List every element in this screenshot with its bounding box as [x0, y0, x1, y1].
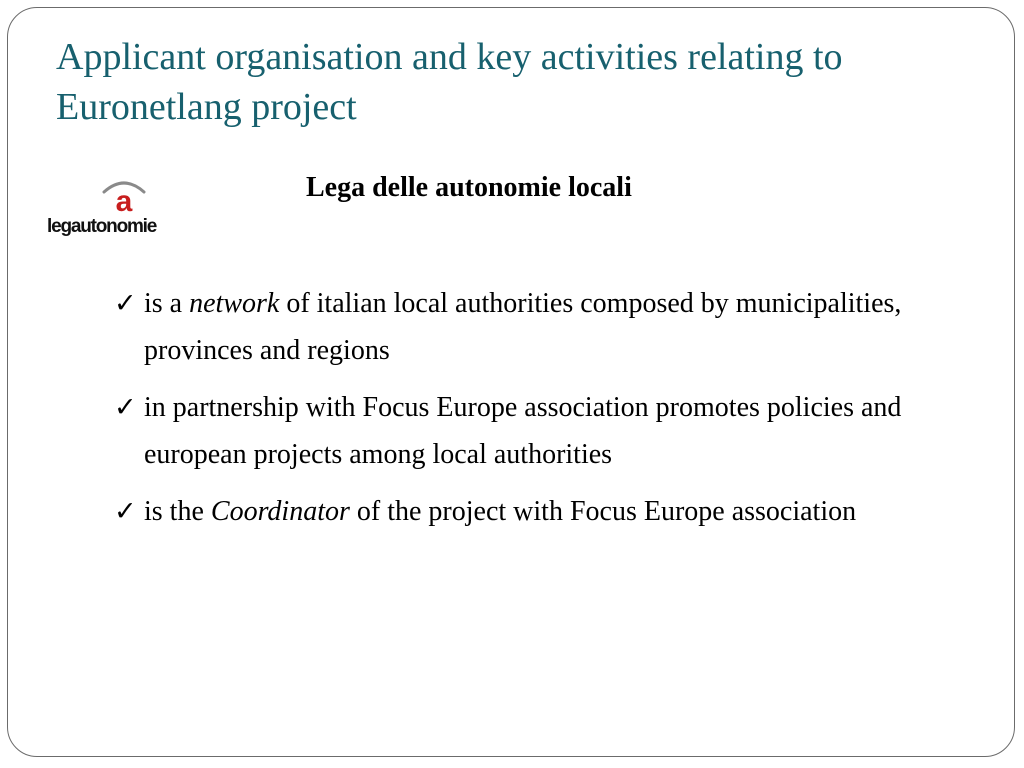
bullet-emphasis: network	[189, 288, 280, 319]
bullet-text-before: is a	[144, 288, 190, 319]
lega-autonomie-logo	[46, 174, 196, 238]
bullet-emphasis: Coordinator	[210, 496, 350, 527]
logo-wordmark: legautonomie	[47, 216, 157, 237]
bullet-item-partnership	[112, 384, 962, 478]
organisation-name: Lega delle autonomie locali	[306, 172, 632, 203]
slide-title: Applicant organisation and key activities relating to Euronetlang project	[56, 36, 843, 128]
check-icon: ✓	[114, 288, 137, 319]
bullet-text-after: of italian local authorities composed by municipalities, provinces and regions	[144, 288, 902, 366]
bullet-item-coordinator	[112, 488, 962, 535]
check-icon: ✓	[114, 496, 137, 527]
bullet-text: in partnership with Focus Europe association promotes policies and european projects among local authorities	[144, 392, 902, 470]
bullet-item-network	[112, 280, 962, 374]
bullet-list	[112, 280, 962, 545]
check-icon: ✓	[114, 392, 137, 423]
bullet-text-after: of the project with Focus Europe association	[349, 496, 857, 527]
logo-mark-letter: a	[115, 185, 133, 218]
bullet-text-before: is the	[144, 496, 211, 527]
